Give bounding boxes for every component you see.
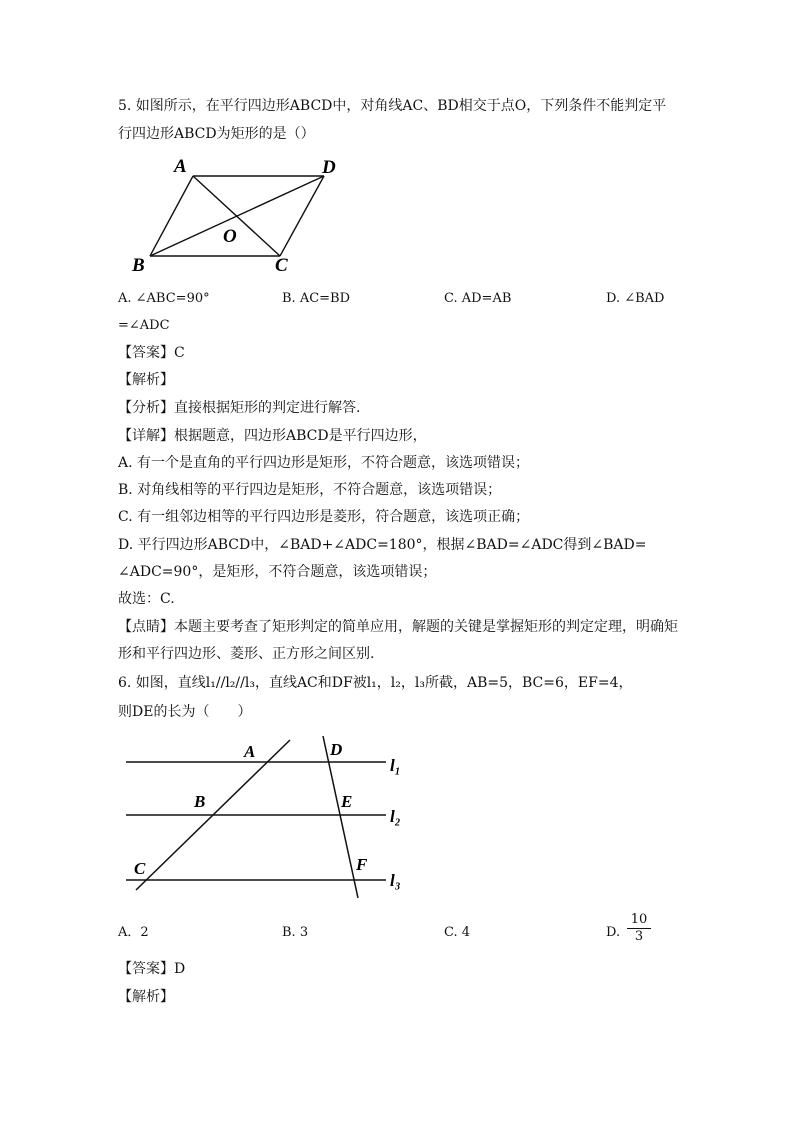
label-B: B	[194, 792, 206, 811]
q5-xiangjie: 【详解】根据题意，四边形ABCD是平行四边形，	[118, 428, 427, 444]
q5-item-b: B. 对角线相等的平行四边是矩形，不符合题意，该选项错误；	[118, 482, 502, 498]
q5-item-d-line1: D. 平行四边形ABCD中，∠BAD+∠ADC=180°，根据∠BAD=∠ADC得到∠BAD=	[118, 537, 647, 553]
q5-option-d: D. ∠BAD	[606, 291, 665, 306]
q6-option-d-fraction	[627, 912, 651, 945]
q5-option-d-cont: =∠ADC	[118, 318, 170, 333]
q5-option-a: A. ∠ABC=90°	[118, 291, 210, 306]
label-l1: l₁	[390, 756, 401, 775]
label-C: C	[275, 255, 288, 276]
q5-item-d-line2: ∠ADC=90°，是矩形，不符合题意，该选项错误；	[118, 564, 437, 580]
q5-choose: 故选：C.	[118, 591, 175, 607]
label-F: F	[356, 855, 368, 874]
label-O: O	[223, 226, 237, 247]
q5-dianjing-line1: 【点睛】本题主要考查了矩形判定的简单应用，解题的关键是掌握矩形的判定定理，明确矩	[118, 619, 678, 635]
q5-analysis-title: 【解析】	[118, 372, 174, 388]
parallel-lines-figure	[120, 730, 410, 905]
label-D: D	[322, 157, 336, 178]
label-C: C	[134, 859, 146, 878]
label-l2: l₂	[390, 807, 401, 826]
q6-option-b: B. 3	[282, 925, 309, 940]
parallelogram-figure	[128, 150, 348, 280]
label-A: A	[244, 742, 256, 761]
q5-answer: 【答案】C	[118, 345, 185, 361]
label-B: B	[132, 255, 145, 276]
fraction-denominator: 3	[634, 929, 644, 944]
label-l3: l₃	[390, 871, 401, 890]
q6-analysis-title: 【解析】	[118, 989, 174, 1005]
q6-option-c: C. 4	[444, 925, 471, 940]
q6-option-a: A．2	[118, 925, 149, 940]
label-D: D	[330, 740, 343, 759]
q5-fenxi: 【分析】直接根据矩形的判定进行解答.	[118, 400, 361, 416]
q5-dianjing-line2: 形和平行四边形、菱形、正方形之间区别.	[118, 646, 375, 662]
q5-stem-line2: 行四边形ABCD为矩形的是（）	[118, 126, 315, 142]
q6-option-d: D.	[606, 925, 621, 940]
q5-option-b: B. AC=BD	[282, 291, 351, 306]
q5-item-a: A. 有一个是直角的平行四边形是矩形，不符合题意，该选项错误；	[118, 455, 530, 471]
q5-option-c: C. AD=AB	[444, 291, 512, 306]
q6-stem-line2: 则DE的长为（ ）	[118, 704, 252, 720]
fraction-numerator: 10	[627, 912, 651, 929]
q5-stem-line1: 5. 如图所示，在平行四边形ABCD中，对角线AC、BD相交于点O，下列条件不能判定平	[118, 98, 667, 114]
q5-item-c: C. 有一组邻边相等的平行四边形是菱形，符合题意，该选项正确；	[118, 509, 530, 525]
q6-answer: 【答案】D	[118, 961, 186, 977]
label-E: E	[341, 792, 353, 811]
q6-stem-line1: 6. 如图，直线l₁//l₂//l₃，直线AC和DF被l₁，l₂，l₃所截，AB=5，BC=6，EF=4，	[118, 675, 633, 691]
label-A: A	[174, 156, 187, 177]
